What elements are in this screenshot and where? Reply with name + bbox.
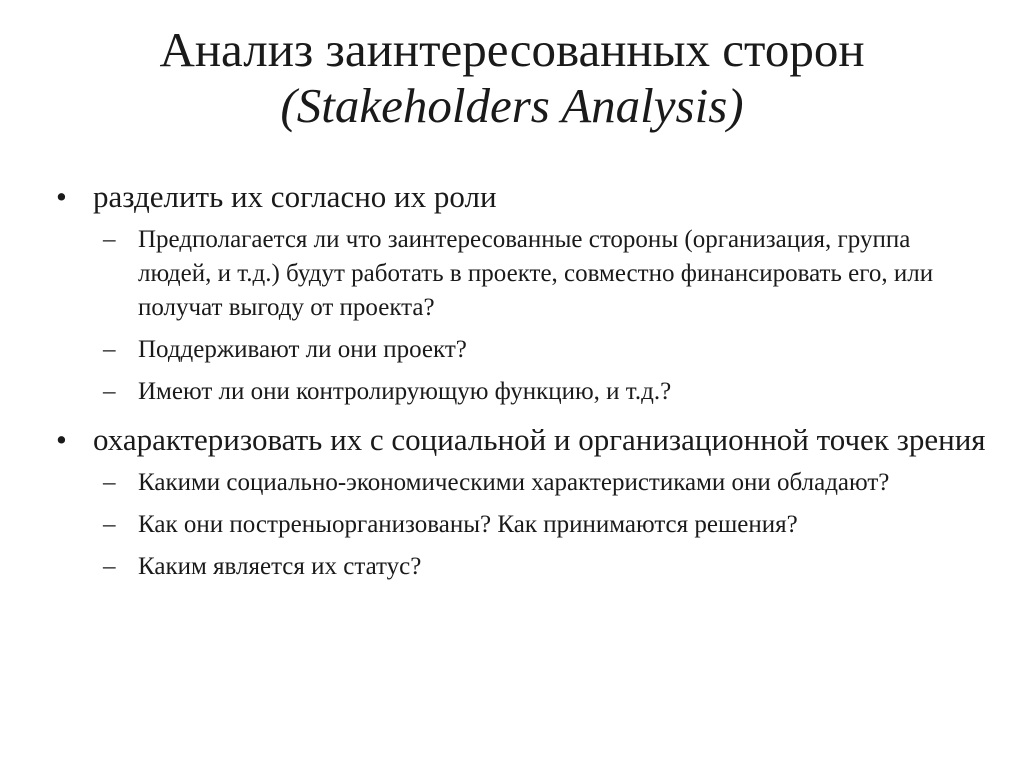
slide-title: [0, 22, 1024, 134]
dash-icon: –: [103, 469, 116, 496]
sub-item-text: Как они постреныорганизованы? Как принимаются решения?: [138, 511, 798, 538]
bullet-icon: •: [56, 422, 67, 457]
sub-item-text: Имеют ли они контролирующую функцию, и т.д.?: [138, 378, 672, 405]
bullet-text: разделить их согласно их роли: [93, 179, 497, 214]
sub-item-text: Каким является их статус?: [138, 553, 422, 580]
title-line-russian: Анализ заинтересованных сторон: [159, 22, 865, 77]
sub-list: [56, 223, 986, 409]
dash-icon: –: [103, 226, 116, 253]
bullet-icon: •: [56, 179, 67, 214]
bullet-text: охарактеризовать их с социальной и организационной точек зрения: [93, 422, 986, 457]
sub-item: [56, 466, 986, 500]
slide-content: [56, 178, 986, 592]
sub-item: [56, 550, 986, 584]
sub-list: [56, 466, 986, 584]
sub-item: [56, 333, 986, 367]
dash-icon: –: [103, 553, 116, 580]
sub-item-text: Предполагается ли что заинтересованные стороны (организация, группа людей, и т.д.) будут работать в проекте, совместно финансировать его, или получат выгоду от проекта?: [138, 226, 934, 321]
sub-item: [56, 223, 986, 325]
sub-item-text: Поддерживают ли они проект?: [138, 336, 467, 363]
sub-item: [56, 375, 986, 409]
title-line-english: (Stakeholders Analysis): [280, 78, 744, 133]
bullet-item: [56, 178, 986, 215]
dash-icon: –: [103, 336, 116, 363]
bullet-item: [56, 421, 986, 458]
dash-icon: –: [103, 511, 116, 538]
dash-icon: –: [103, 378, 116, 405]
sub-item-text: Какими социально-экономическими характеристиками они обладают?: [138, 469, 890, 496]
sub-item: [56, 508, 986, 542]
